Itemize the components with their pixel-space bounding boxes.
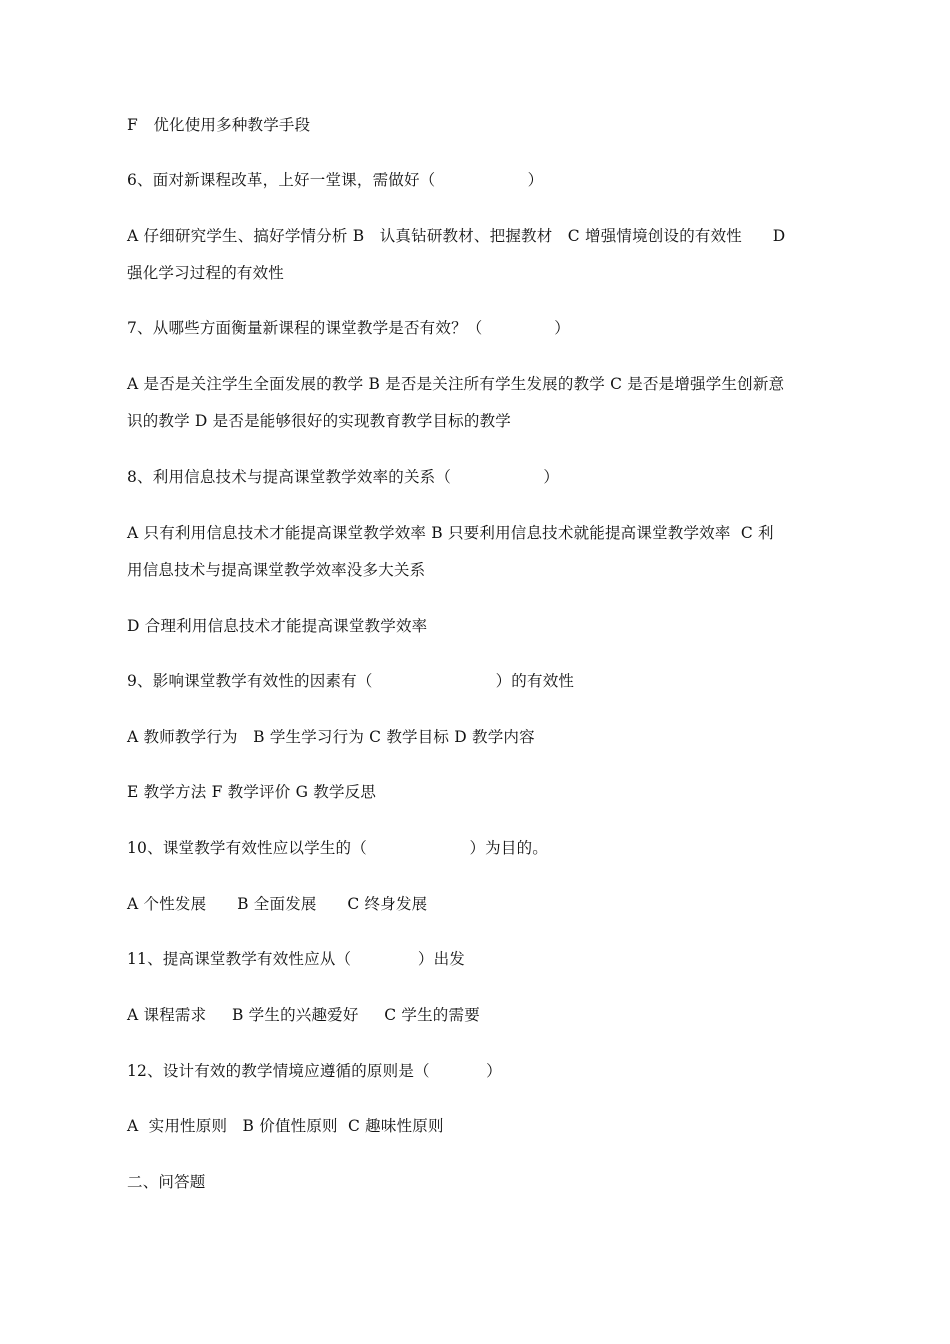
question-8-options-line-1: A 只有利用信息技术才能提高课堂教学效率 B 只要利用信息技术就能提高课堂教学效率 C 利 — [127, 524, 774, 542]
question-7-options-line-1: A 是否是关注学生全面发展的教学 B 是否是关注所有学生发展的教学 C 是否是增强学生创新意 — [127, 375, 785, 393]
question-11-options: A 课程需求 B 学生的兴趣爱好 C 学生的需要 — [127, 1006, 480, 1024]
question-11: 11、提高课堂教学有效性应从（ ）出发 — [127, 950, 465, 968]
question-7: 7、从哪些方面衡量新课程的课堂教学是否有效？（ ） — [127, 319, 570, 337]
question-8-option-d: D 合理利用信息技术才能提高课堂教学效率 — [127, 617, 428, 635]
option-f-line: F 优化使用多种教学手段 — [127, 116, 311, 134]
question-9-options-line-2: E 教学方法 F 教学评价 G 教学反思 — [127, 783, 377, 801]
question-8-options-line-2: 用信息技术与提高课堂教学效率没多大关系 — [127, 561, 426, 579]
question-7-options-line-2: 识的教学 D 是否是能够很好的实现教育教学目标的教学 — [127, 412, 511, 430]
question-10: 10、课堂教学有效性应以学生的（ ）为目的。 — [127, 839, 548, 857]
question-6: 6、面对新课程改革，上好一堂课，需做好（ ） — [127, 171, 544, 189]
question-10-options: A 个性发展 B 全面发展 C 终身发展 — [127, 895, 428, 913]
question-6-options-line-1: A 仔细研究学生、搞好学情分析 B 认真钻研教材、把握教材 C 增强情境创设的有效性 D — [127, 227, 786, 245]
section-heading-qa: 二、问答题 — [127, 1173, 206, 1191]
question-12: 12、设计有效的教学情境应遵循的原则是（ ） — [127, 1062, 502, 1080]
question-8: 8、利用信息技术与提高课堂教学效率的关系（ ） — [127, 468, 560, 486]
question-9-options-line-1: A 教师教学行为 B 学生学习行为 C 教学目标 D 教学内容 — [127, 728, 535, 746]
question-12-options: A 实用性原则 B 价值性原则 C 趣味性原则 — [127, 1117, 444, 1135]
question-6-options-line-2: 强化学习过程的有效性 — [127, 264, 285, 282]
question-9: 9、影响课堂教学有效性的因素有（ ）的有效性 — [127, 672, 575, 690]
